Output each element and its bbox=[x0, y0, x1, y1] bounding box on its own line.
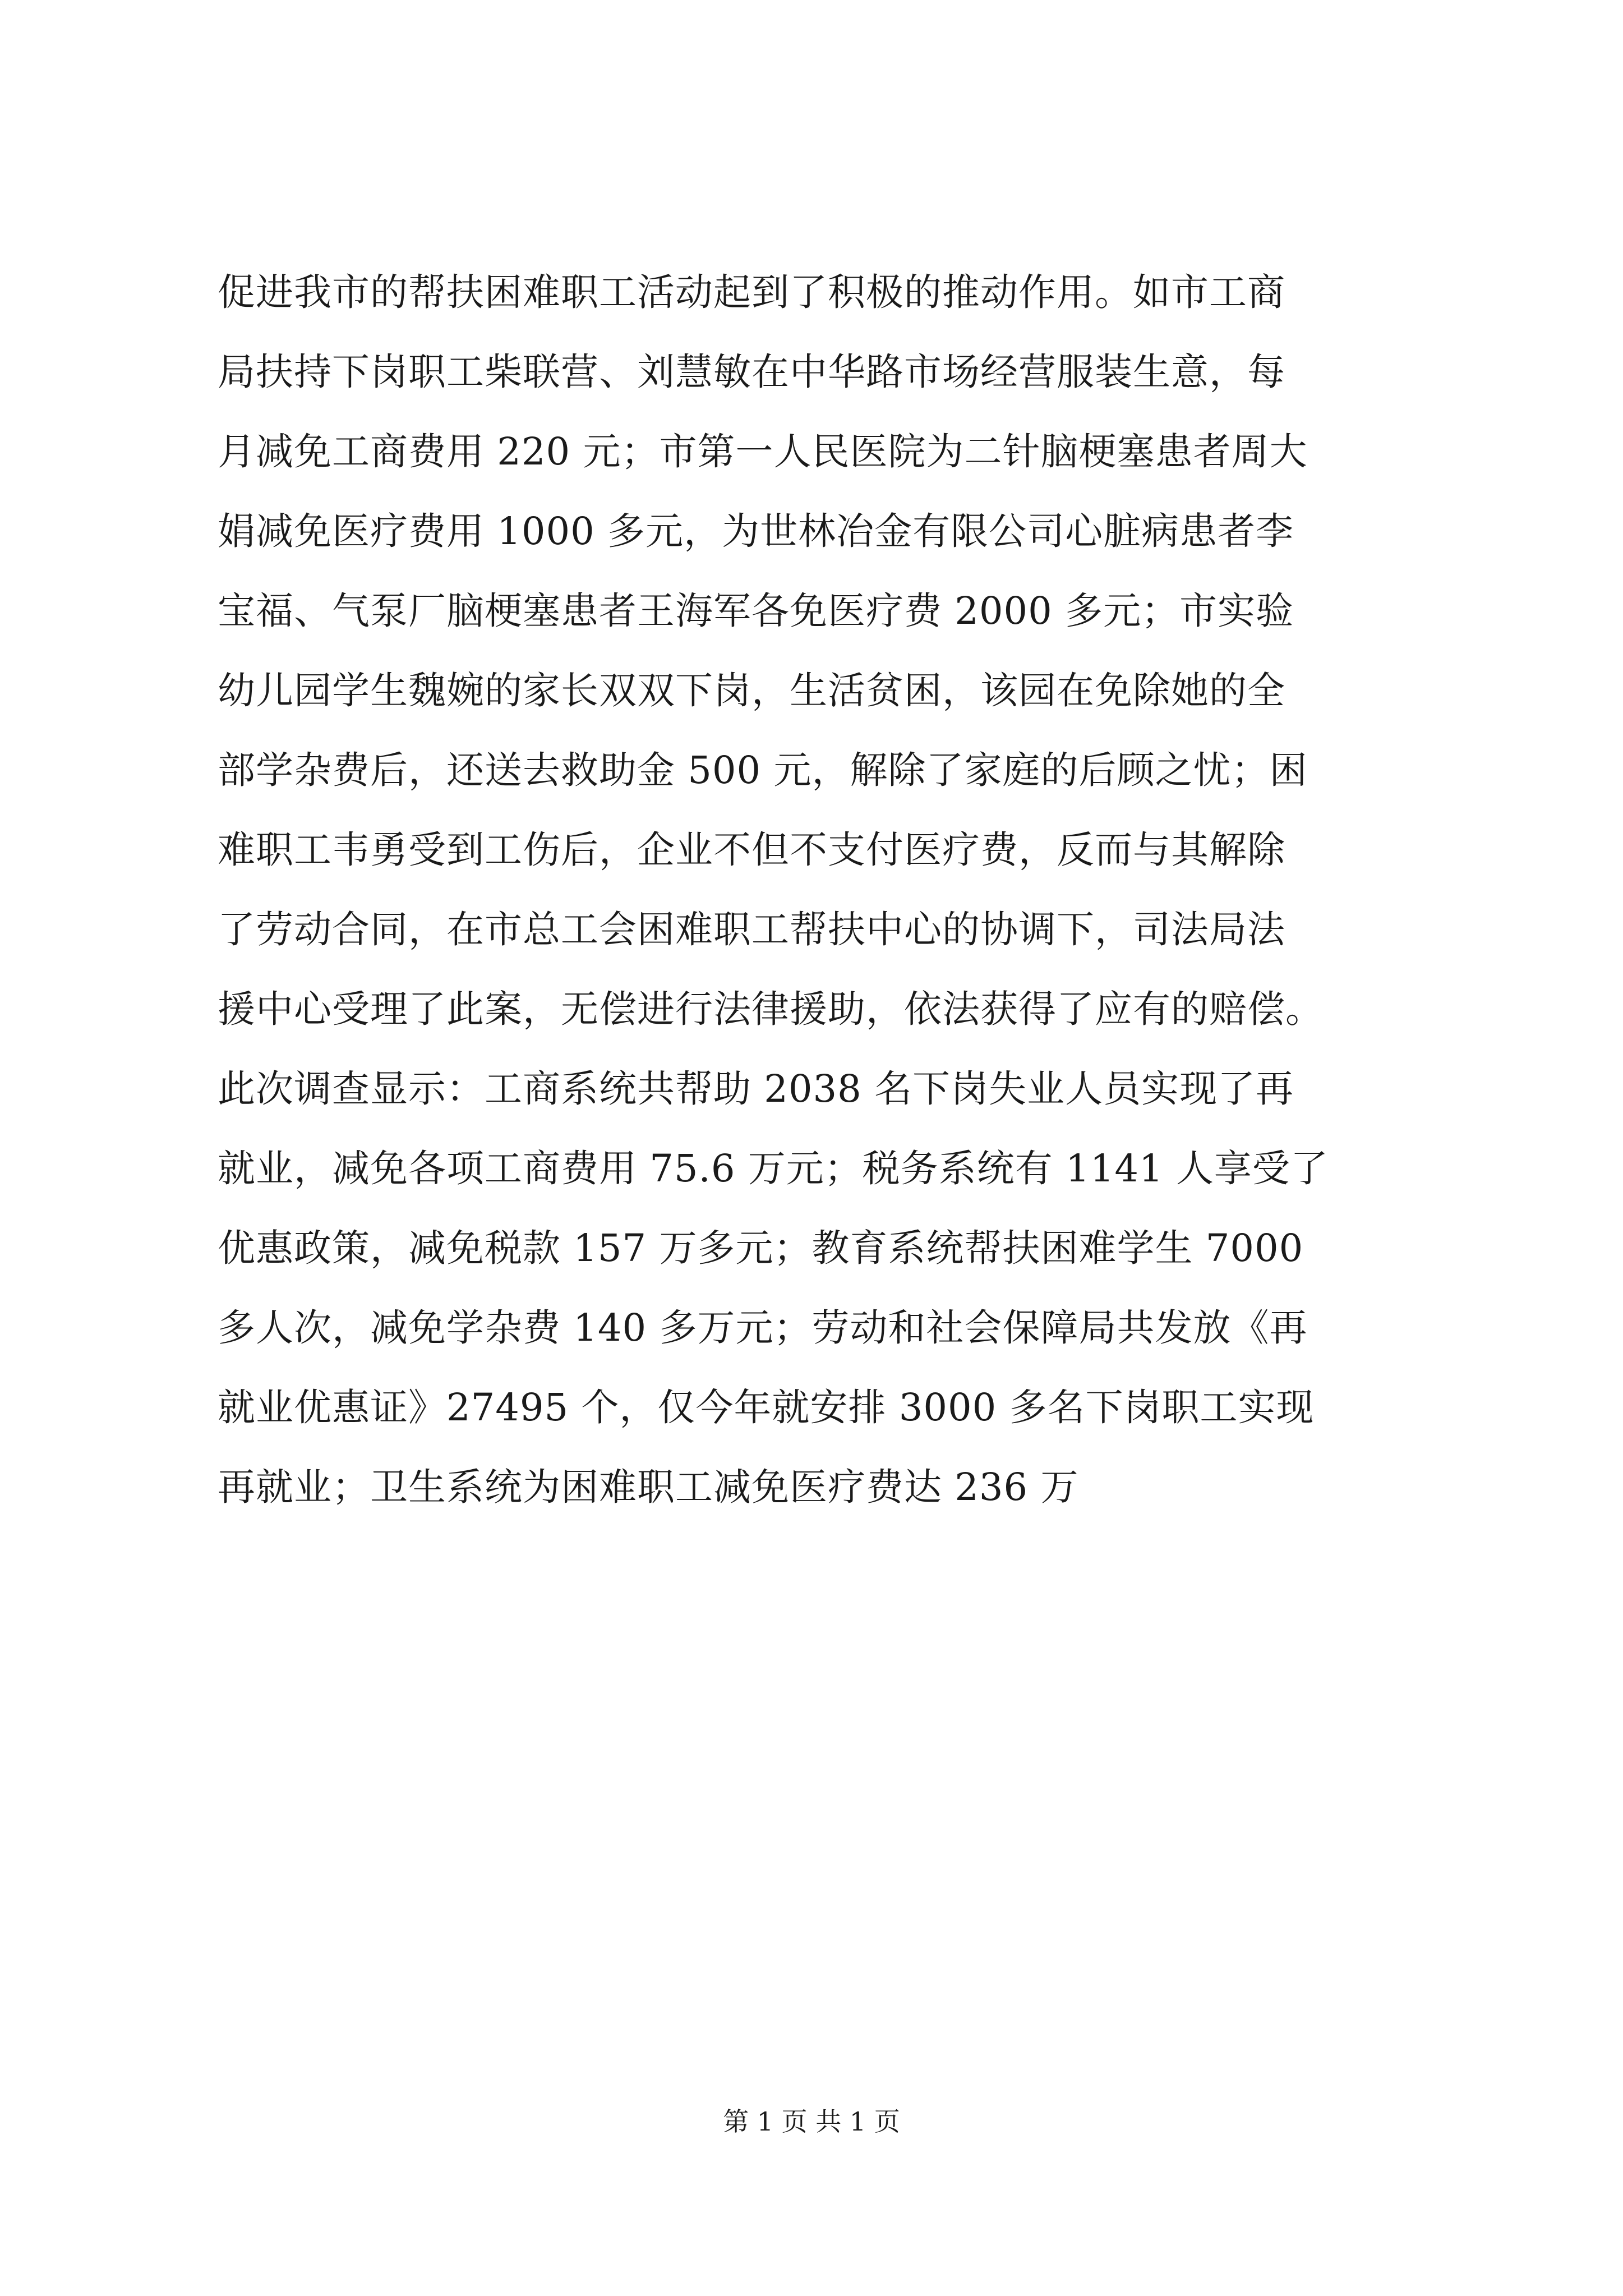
text-line: 就业优惠证》27495 个，仅今年就安排 3000 多名下岗职工实现 bbox=[218, 1386, 1315, 1429]
text-line: 了劳动合同，在市总工会困难职工帮扶中心的协调下，司法局法 bbox=[218, 908, 1285, 951]
page-footer bbox=[0, 2105, 1623, 2138]
page-number-label: 第 1 页 共 1 页 bbox=[723, 2106, 900, 2137]
text-line: 就业，减免各项工商费用 75.6 万元；税务系统有 1141 人享受了 bbox=[218, 1147, 1329, 1190]
text-line: 局扶持下岗职工柴联营、刘慧敏在中华路市场经营服装生意，每 bbox=[218, 350, 1285, 394]
text-line: 促进我市的帮扶困难职工活动起到了积极的推动作用。如市工商 bbox=[218, 270, 1285, 314]
text-line: 再就业；卫生系统为困难职工减免医疗费达 236 万 bbox=[218, 1465, 1079, 1509]
text-line: 娟减免医疗费用 1000 多元，为世林冶金有限公司心脏病患者李 bbox=[218, 509, 1294, 553]
text-line: 幼儿园学生魏婉的家长双双下岗，生活贫困，该园在免除她的全 bbox=[218, 669, 1285, 712]
text-line: 优惠政策，减免税款 157 万多元；教育系统帮扶困难学生 7000 bbox=[218, 1226, 1304, 1270]
text-line: 部学杂费后，还送去救助金 500 元，解除了家庭的后顾之忧；困 bbox=[218, 748, 1308, 792]
text-line: 月减免工商费用 220 元；市第一人民医院为二针脑梗塞患者周大 bbox=[218, 430, 1308, 473]
text-line: 宝福、气泵厂脑梗塞患者王海军各免医疗费 2000 多元；市实验 bbox=[218, 589, 1294, 633]
text-line: 援中心受理了此案，无偿进行法律援助，依法获得了应有的赔偿。 bbox=[218, 987, 1324, 1031]
text-line: 难职工韦勇受到工伤后，企业不但不支付医疗费，反而与其解除 bbox=[218, 828, 1285, 872]
text-line: 多人次，减免学杂费 140 多万元；劳动和社会保障局共发放《再 bbox=[218, 1306, 1308, 1350]
text-line: 此次调查显示：工商系统共帮助 2038 名下岗失业人员实现了再 bbox=[218, 1067, 1294, 1111]
body-text bbox=[218, 252, 1423, 1527]
